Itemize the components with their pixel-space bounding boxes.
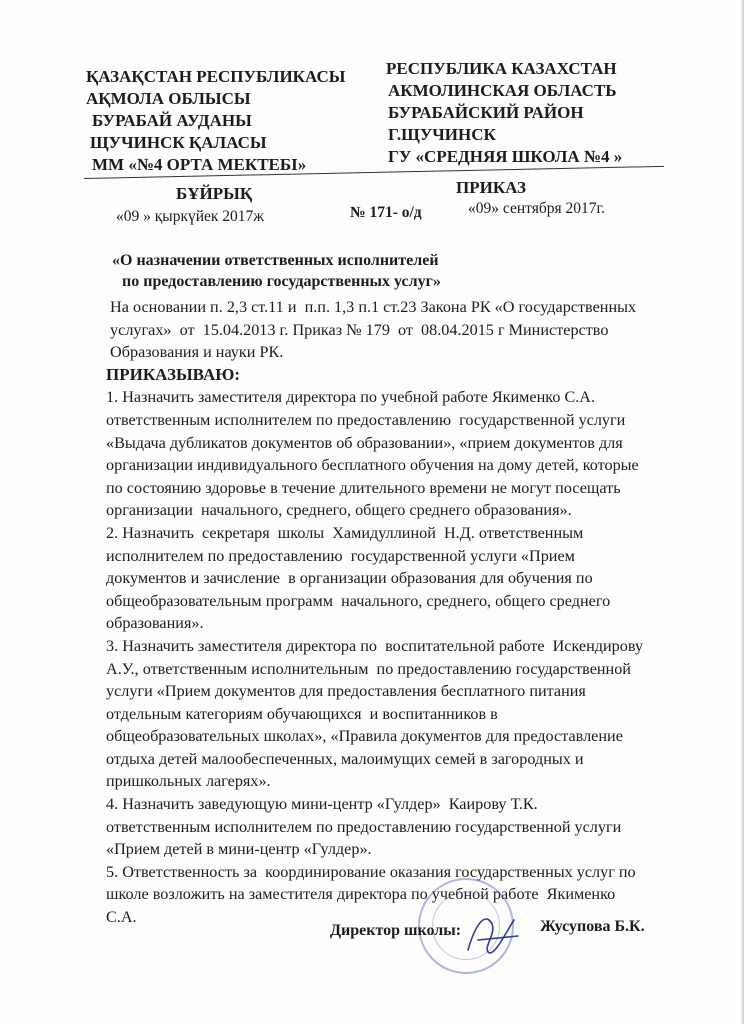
order-date-kz: «09 » қыркүйек 2017ж bbox=[116, 208, 265, 225]
body-line: «Выдача дубликатов документов об образовании», «прием документов для bbox=[106, 433, 623, 452]
handwritten-signature bbox=[458, 902, 528, 962]
signature-name: Жусупова Б.К. bbox=[540, 918, 645, 935]
header-kz-line: ЩУЧИНСК ҚАЛАСЫ bbox=[90, 133, 267, 152]
body-line: 2. Назначить секретаря школы Хамидуллиной Н.Д. ответственным bbox=[106, 523, 584, 542]
header-ru-line: РЕСПУБЛИКА КАЗАХСТАН bbox=[386, 59, 617, 78]
body-line: «Прием детей в мини-центр «Гулдер». bbox=[106, 840, 372, 859]
body-line: услугах» от 15.04.2013 г. Приказ № 179 от 08.04.2015 г Министерство bbox=[106, 320, 609, 339]
order-body bbox=[106, 296, 686, 929]
body-line: 1. Назначить заместителя директора по учебной работе Якименко С.А. bbox=[106, 388, 596, 407]
header-ru-line: БУРАБАЙСКИЙ РАЙОН bbox=[388, 103, 584, 122]
header-kz-line: ММ «№4 ОРТА МЕКТЕБІ» bbox=[92, 155, 307, 174]
body-line: С.А. bbox=[106, 908, 137, 927]
body-line: общеобразовательным программ начального, среднего, общего среднего bbox=[106, 591, 611, 610]
body-line: ответственным исполнителем по предоставлению государственной услуги bbox=[106, 817, 622, 836]
body-line: 3. Назначить заместителя директора по воспитательной работе Искендирову bbox=[106, 636, 644, 655]
body-line: школе возложить на заместителя директора по учебной работе Якименко bbox=[106, 885, 616, 904]
header-kz-line: АҚМОЛА ОБЛЫСЫ bbox=[86, 89, 251, 108]
body-line: Образования и науки РК. bbox=[106, 343, 284, 362]
order-title-ru: ПРИКАЗ bbox=[456, 178, 526, 197]
page-edge-shadow bbox=[740, 0, 744, 1024]
signature-title: Директор школы: bbox=[330, 922, 462, 939]
body-line: На основании п. 2,3 ст.11 и п.п. 1,3 п.1 ст.23 Закона РК «О государственных bbox=[106, 298, 637, 316]
body-line: организации начального, среднего, общего среднего образования». bbox=[106, 501, 572, 520]
body-heading: ПРИКАЗЫВАЮ: bbox=[106, 364, 241, 384]
body-line: А.У., ответственным исполнительным по предоставлению государственной bbox=[106, 659, 631, 678]
subject-line-2: по предоставлению государственных услуг» bbox=[122, 273, 441, 290]
order-title-kz: БҰЙРЫҚ bbox=[176, 184, 253, 203]
header-kz-line: ҚАЗАҚСТАН РЕСПУБЛИКАСЫ bbox=[86, 67, 346, 86]
body-line: организации индивидуального бесплатного обучения на дому детей, которые bbox=[106, 456, 639, 475]
order-number: № 171- о/д bbox=[350, 204, 422, 221]
header-kz-line: БУРАБАЙ АУДАНЫ bbox=[92, 111, 252, 130]
header-ru-line: Г.ЩУЧИНСК bbox=[388, 125, 496, 144]
header-ru-line: АКМОЛИНСКАЯ ОБЛАСТЬ bbox=[388, 81, 617, 100]
body-line: исполнителем по предоставлению государственной услуги «Прием bbox=[106, 546, 575, 565]
header-kazakh bbox=[86, 66, 345, 176]
body-line: пришкольных лагерях». bbox=[106, 772, 271, 791]
body-line: образования». bbox=[106, 614, 204, 633]
header-ru-line: ГУ «СРЕДНЯЯ ШКОЛА №4 » bbox=[388, 147, 623, 166]
body-line: услуги «Прием документов для предоставления бесплатного питания bbox=[106, 682, 586, 701]
body-line: документов и зачисление в организации образования для обучения по bbox=[106, 569, 593, 588]
order-date-ru: «09» сентября 2017г. bbox=[468, 200, 605, 217]
body-line: ответственным исполнителем по предоставлению государственной услуги bbox=[106, 410, 626, 429]
body-line: 4. Назначить заведующую мини-центр «Гулдер» Каирову Т.К. bbox=[106, 795, 538, 814]
subject-line-1: «О назначении ответственных исполнителей bbox=[112, 252, 439, 269]
body-line: 5. Ответственность за координирование оказания государственных услуг по bbox=[106, 862, 636, 881]
body-line: по состоянию здоровье в течение длительного времени не могут посещать bbox=[106, 478, 621, 497]
body-line: отдыха детей малообеспеченных, малоимущих семей в загородных и bbox=[106, 749, 584, 768]
header-russian bbox=[386, 58, 622, 168]
body-line: общеобразовательных школах», «Правила документов для предоставление bbox=[106, 727, 623, 746]
body-line: отдельным категориям обучающихся и воспитанников в bbox=[106, 704, 498, 723]
